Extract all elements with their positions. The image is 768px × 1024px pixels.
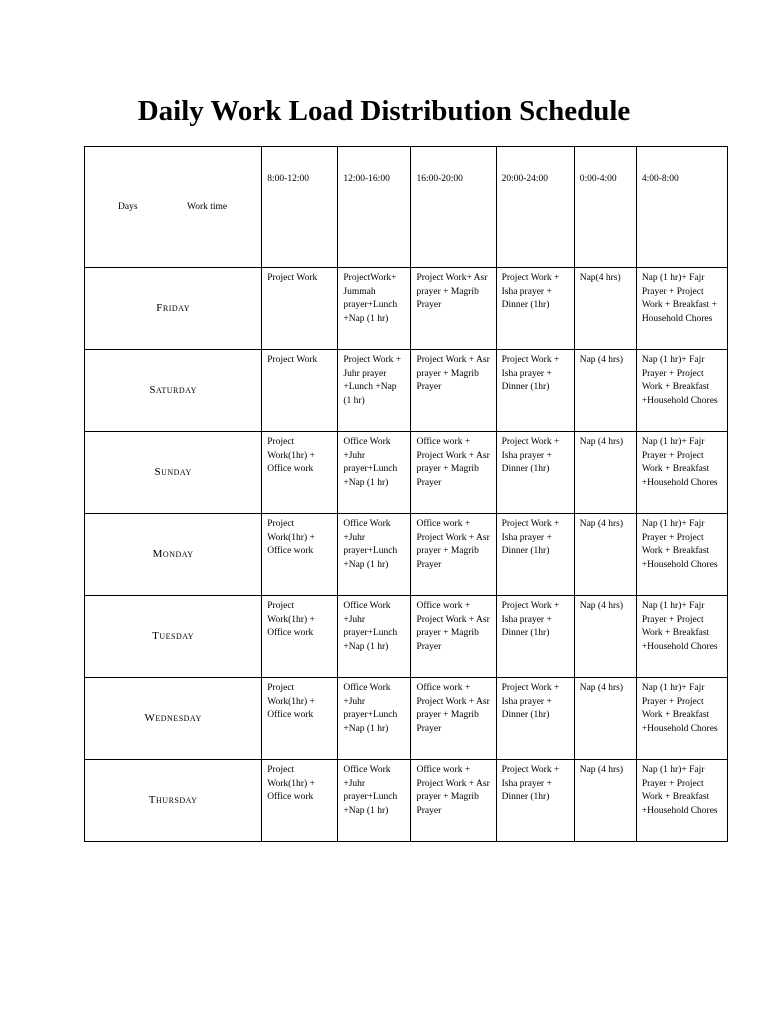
schedule-row: [85, 350, 728, 432]
day-name-cell: Tuesday: [85, 596, 262, 678]
schedule-cell: Nap (1 hr)+ Fajr Prayer + Project Work + Breakfast +Household Chores: [636, 596, 727, 678]
schedule-cell: Project Work + Isha prayer + Dinner (1hr): [496, 432, 574, 514]
schedule-cell: Project Work: [262, 268, 338, 350]
corner-header-cell: [85, 147, 262, 268]
day-name-cell: Saturday: [85, 350, 262, 432]
schedule-row: [85, 268, 728, 350]
schedule-cell: Office work + Project Work + Asr prayer + Magrib Prayer: [411, 760, 496, 842]
header-row: [85, 147, 728, 268]
day-name-cell: Thursday: [85, 760, 262, 842]
schedule-cell: Nap (4 hrs): [574, 596, 636, 678]
schedule-cell: Project Work + Isha prayer + Dinner (1hr): [496, 760, 574, 842]
day-name-cell: Sunday: [85, 432, 262, 514]
schedule-cell: Nap (1 hr)+ Fajr Prayer + Project Work + Breakfast + Household Chores: [636, 268, 727, 350]
schedule-table: [84, 146, 728, 842]
schedule-cell: Office Work +Juhr prayer+Lunch +Nap (1 hr): [338, 432, 411, 514]
schedule-cell: Nap (4 hrs): [574, 432, 636, 514]
time-slot-header: 20:00-24:00: [496, 147, 574, 268]
day-name-cell: Friday: [85, 268, 262, 350]
schedule-row: [85, 760, 728, 842]
schedule-cell: Project Work + Isha prayer + Dinner (1hr): [496, 350, 574, 432]
schedule-cell: Office Work +Juhr prayer+Lunch +Nap (1 hr): [338, 596, 411, 678]
schedule-cell: Nap(4 hrs): [574, 268, 636, 350]
schedule-cell: Project Work + Asr prayer + Magrib Prayer: [411, 350, 496, 432]
schedule-cell: Office work + Project Work + Asr prayer + Magrib Prayer: [411, 432, 496, 514]
schedule-cell: Nap (4 hrs): [574, 760, 636, 842]
schedule-row: [85, 432, 728, 514]
schedule-cell: Project Work + Isha prayer + Dinner (1hr): [496, 514, 574, 596]
schedule-cell: Project Work+ Asr prayer + Magrib Prayer: [411, 268, 496, 350]
schedule-cell: ProjectWork+ Jummah prayer+Lunch +Nap (1 hr): [338, 268, 411, 350]
schedule-cell: Nap (1 hr)+ Fajr Prayer + Project Work + Breakfast +Household Chores: [636, 350, 727, 432]
day-name-cell: Wednesday: [85, 678, 262, 760]
schedule-cell: Project Work(1hr) + Office work: [262, 760, 338, 842]
time-slot-header: 16:00-20:00: [411, 147, 496, 268]
schedule-cell: Project Work + Isha prayer + Dinner (1hr): [496, 678, 574, 760]
schedule-cell: Nap (1 hr)+ Fajr Prayer + Project Work + Breakfast +Household Chores: [636, 432, 727, 514]
schedule-cell: Office Work +Juhr prayer+Lunch +Nap (1 hr): [338, 760, 411, 842]
schedule-cell: Project Work: [262, 350, 338, 432]
schedule-cell: Project Work + Isha prayer + Dinner (1hr): [496, 268, 574, 350]
schedule-cell: Nap (4 hrs): [574, 514, 636, 596]
schedule-cell: Nap (1 hr)+ Fajr Prayer + Project Work + Breakfast +Household Chores: [636, 514, 727, 596]
day-name-cell: Monday: [85, 514, 262, 596]
document-title: Daily Work Load Distribution Schedule: [137, 95, 631, 127]
schedule-cell: Nap (4 hrs): [574, 678, 636, 760]
time-slot-header: 4:00-8:00: [636, 147, 727, 268]
schedule-cell: Office work + Project Work + Asr prayer + Magrib Prayer: [411, 514, 496, 596]
schedule-cell: Project Work + Juhr prayer +Lunch +Nap (1 hr): [338, 350, 411, 432]
schedule-cell: Project Work(1hr) + Office work: [262, 432, 338, 514]
days-label: Days: [118, 202, 138, 212]
schedule-cell: Nap (4 hrs): [574, 350, 636, 432]
schedule-row: [85, 596, 728, 678]
schedule-cell: Office work + Project Work + Asr prayer + Magrib Prayer: [411, 596, 496, 678]
time-slot-header: 8:00-12:00: [262, 147, 338, 268]
schedule-cell: Project Work + Isha prayer + Dinner (1hr): [496, 596, 574, 678]
work-time-label: Work time: [187, 202, 228, 212]
schedule-cell: Project Work(1hr) + Office work: [262, 514, 338, 596]
time-slot-header: 12:00-16:00: [338, 147, 411, 268]
time-slot-header: 0:00-4:00: [574, 147, 636, 268]
schedule-row: [85, 514, 728, 596]
schedule-cell: Nap (1 hr)+ Fajr Prayer + Project Work + Breakfast +Household Chores: [636, 760, 727, 842]
schedule-cell: Office Work +Juhr prayer+Lunch +Nap (1 hr): [338, 514, 411, 596]
schedule-cell: Project Work(1hr) + Office work: [262, 596, 338, 678]
schedule-cell: Office Work +Juhr prayer+Lunch +Nap (1 hr): [338, 678, 411, 760]
schedule-cell: Nap (1 hr)+ Fajr Prayer + Project Work + Breakfast +Household Chores: [636, 678, 727, 760]
schedule-row: [85, 678, 728, 760]
schedule-cell: Project Work(1hr) + Office work: [262, 678, 338, 760]
schedule-cell: Office work + Project Work + Asr prayer + Magrib Prayer: [411, 678, 496, 760]
